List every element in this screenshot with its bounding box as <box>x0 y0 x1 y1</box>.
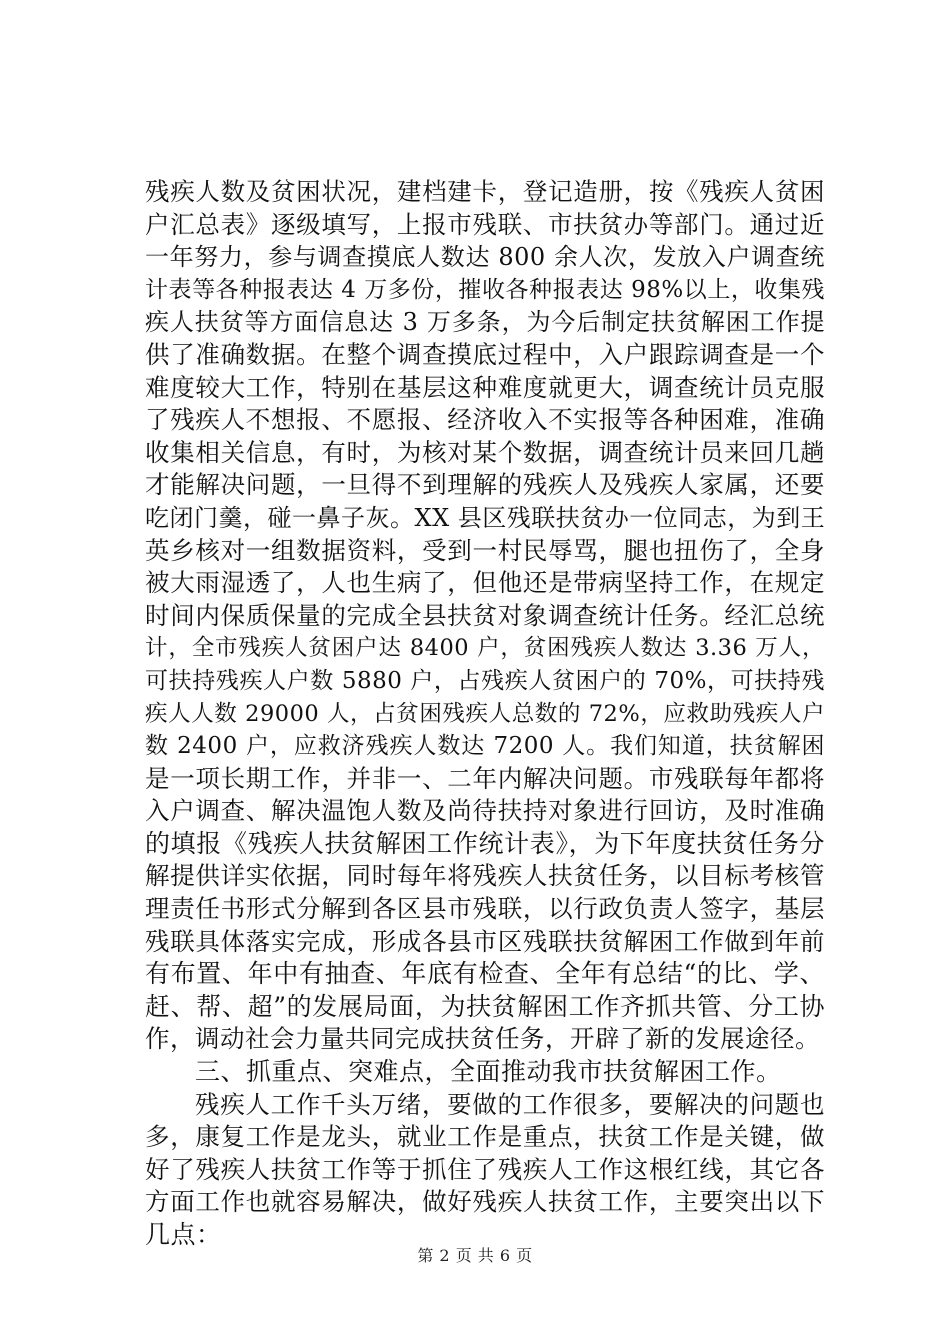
text-line: 户汇总表》逐级填写，上报市残联、市扶贫办等部门。通过近 <box>145 209 825 239</box>
text-line: 供了准确数据。在整个调查摸底过程中，入户跟踪调查是一个 <box>145 339 825 369</box>
text-line: 入户调查、解决温饱人数及尚待扶持对象进行回访，及时准确 <box>145 796 825 826</box>
text-line: 好了残疾人扶贫工作等于抓住了残疾人工作这根红线，其它各 <box>145 1154 825 1184</box>
text-line: 是一项长期工作，并非一、二年内解决问题。市残联每年都将 <box>145 763 825 793</box>
text-line: 疾人扶贫等方面信息达 3 万多条，为今后制定扶贫解困工作提 <box>145 308 825 337</box>
text-line: 残联具体落实完成，形成各县市区残联扶贫解困工作做到年前 <box>145 926 825 956</box>
text-line: 方面工作也就容易解决，做好残疾人扶贫工作，主要突出以下 <box>145 1187 825 1217</box>
text-line: 理责任书形式分解到各区县市残联，以行政负责人签字，基层 <box>145 894 825 924</box>
text-line: 英乡核对一组数据资料，受到一村民辱骂，腿也扭伤了，全身 <box>145 535 825 565</box>
text-line: 时间内保质保量的完成全县扶贫对象调查统计任务。经汇总统 <box>145 600 825 630</box>
text-line: 几点： <box>145 1220 222 1249</box>
text-line: 的填报《残疾人扶贫解困工作统计表》，为下年度扶贫任务分 <box>145 828 825 858</box>
text-line: 可扶持残疾人户数 5880 户，占残疾人贫困户的 70%，可扶持残 <box>145 667 825 694</box>
text-line: 解提供详实依据，同时每年将残疾人扶贫任务，以目标考核管 <box>145 861 825 891</box>
text-line: 计表等各种报表达 4 万多份，摧收各种报表达 98%以上，收集残 <box>145 276 825 303</box>
body-text <box>145 176 825 1252</box>
text-line: 多，康复工作是龙头，就业工作是重点，扶贫工作是关键，做 <box>145 1122 825 1152</box>
text-line: 吃闭门羹，碰一鼻子灰。XX 县区残联扶贫办一位同志，为到王 <box>145 503 826 532</box>
text-line: 残疾人工作千头万绪，要做的工作很多，要解决的问题也 <box>195 1089 825 1119</box>
text-line: 有布置、年中有抽查、年底有检查、全年有总结“的比、学、 <box>145 959 825 989</box>
page-footer: 第 2 页 共 6 页 <box>417 1246 533 1265</box>
text-line: 了残疾人不想报、不愿报、经济收入不实报等各种困难，准确 <box>145 405 825 435</box>
text-line: 才能解决问题，一旦得不到理解的残疾人及残疾人家属，还要 <box>145 470 825 500</box>
text-line: 难度较大工作，特别在基层这种难度就更大，调查统计员克服 <box>145 372 825 402</box>
text-line: 数 2400 户，应救济残疾人数达 7200 人。我们知道，扶贫解困 <box>145 733 825 760</box>
text-line: 作，调动社会力量共同完成扶贫任务，开辟了新的发展途径。 <box>145 1024 820 1054</box>
text-line: 被大雨湿透了，人也生病了，但他还是带病坚持工作，在规定 <box>145 568 825 598</box>
text-line: 三、抓重点、突难点，全面推动我市扶贫解困工作。 <box>195 1057 782 1087</box>
text-line: 收集相关信息，有时，为核对某个数据，调查统计员来回几趟 <box>145 437 825 467</box>
text-line: 赶、帮、超”的发展局面，为扶贫解困工作齐抓共管、分工协 <box>145 991 825 1021</box>
text-line: 一年努力，参与调查摸底人数达 800 余人次，发放入户调查统 <box>145 243 825 272</box>
text-line: 残疾人数及贫困状况，建档建卡，登记造册，按《残疾人贫困 <box>145 177 825 206</box>
text-line: 计，全市残疾人贫困户达 8400 户，贫困残疾人数达 3.36 万人， <box>145 635 825 662</box>
text-line: 疾人人数 29000 人，占贫困残疾人总数的 72%，应救助残疾人户 <box>145 700 825 727</box>
